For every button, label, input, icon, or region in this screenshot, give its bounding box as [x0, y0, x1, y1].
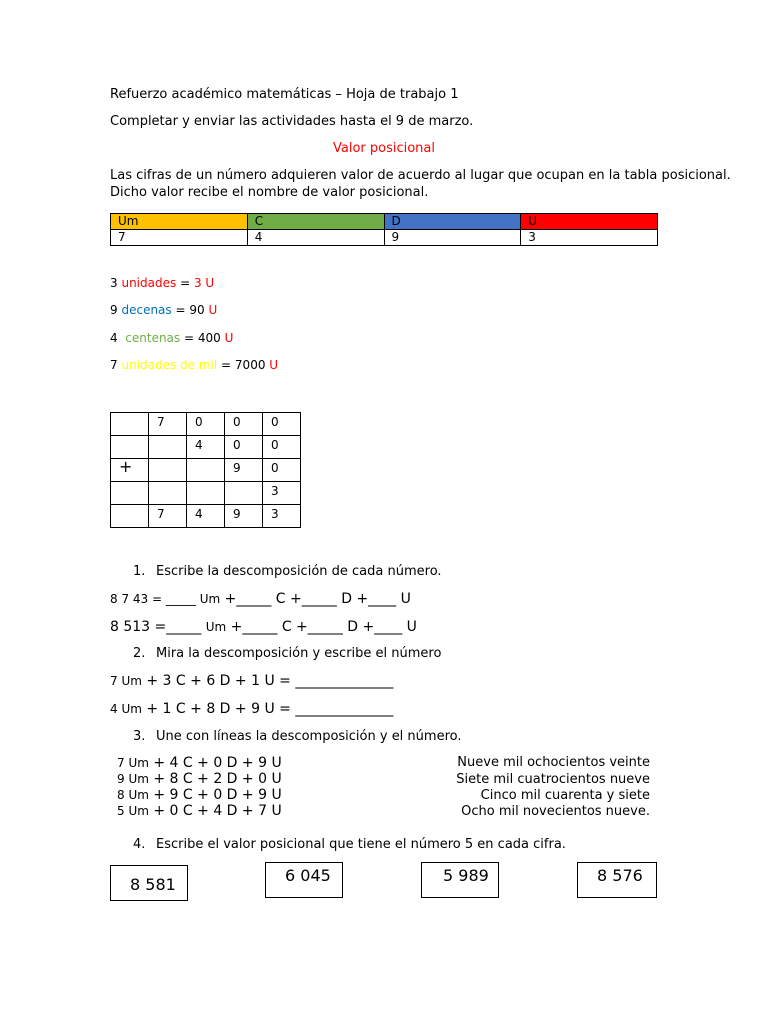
pv-result: U	[208, 303, 218, 317]
header-um: Um	[111, 214, 248, 230]
eq-blank: _____	[165, 592, 200, 606]
place-value-hundreds	[110, 331, 233, 345]
eq-unit: 8 Um	[117, 788, 149, 802]
exercise-2-text: Mira la descomposición y escribe el número	[156, 646, 442, 661]
exercise-2-line-1	[110, 673, 393, 689]
grid-cell: 0	[263, 413, 301, 436]
grid-cell	[187, 482, 225, 505]
grid-row	[111, 436, 301, 459]
intro-line-1: Las cifras de un número adquieren valor de acuerdo al lugar que ocupan en la tabla posicional.	[110, 168, 731, 183]
grid-cell: 7	[149, 413, 187, 436]
eq-number: 8 513 =	[110, 619, 167, 635]
decomposition-1	[117, 755, 282, 771]
eq-rest: +_____ C +_____ D +____ U	[226, 619, 417, 635]
section-title: Valor posicional	[332, 141, 435, 156]
exercise-2-number: 2.	[133, 646, 146, 661]
grid-cell	[225, 482, 263, 505]
exercise-1-text: Escribe la descomposición de cada número.	[156, 564, 442, 579]
positional-table	[110, 213, 658, 246]
addition-grid	[110, 412, 301, 528]
value-d: 9	[384, 230, 521, 246]
header-u: U	[521, 214, 658, 230]
pv-eq: = 90	[171, 303, 209, 317]
exercise-4-text: Escribe el valor posicional que tiene el número 5 en cada cifra.	[156, 837, 566, 852]
grid-cell: 3	[263, 505, 301, 528]
grid-cell	[111, 505, 149, 528]
number-box-value: 6 045	[285, 866, 331, 885]
worksheet-title: Refuerzo académico matemáticas – Hoja de trabajo 1	[110, 87, 459, 102]
pv-eq: = 7000	[217, 358, 270, 372]
eq-unit: Um	[199, 592, 221, 606]
exercise-3-number: 3.	[133, 729, 146, 744]
grid-cell: 7	[149, 505, 187, 528]
number-word-3: Cinco mil cuarenta y siete	[480, 788, 650, 803]
pv-number: 4	[110, 331, 118, 345]
number-box-value: 5 989	[443, 866, 489, 885]
number-box-3	[421, 862, 499, 898]
intro-line-2: Dicho valor recibe el nombre de valor posicional.	[110, 185, 429, 200]
decomposition-3	[117, 787, 282, 803]
grid-cell	[111, 436, 149, 459]
grid-cell	[111, 413, 149, 436]
eq-rest: + 8 C + 2 D + 0 U	[148, 771, 282, 787]
eq-unit: 4 Um	[110, 702, 142, 716]
grid-row	[111, 482, 301, 505]
grid-cell: 0	[187, 413, 225, 436]
header-d: D	[384, 214, 521, 230]
grid-cell: 0	[225, 436, 263, 459]
eq-rest: + 3 C + 6 D + 1 U = ______________	[141, 673, 394, 689]
eq-unit: 7 Um	[110, 674, 142, 688]
positional-table-values	[111, 230, 658, 246]
number-box-4	[577, 862, 657, 898]
grid-row	[111, 459, 301, 482]
grid-row	[111, 413, 301, 436]
positional-table-header	[111, 214, 658, 230]
number-word-4: Ocho mil novecientos nueve.	[461, 804, 650, 819]
exercise-1-number: 1.	[133, 564, 146, 579]
pv-unit: unidades de mil	[121, 358, 218, 372]
grid-cell: 0	[263, 436, 301, 459]
grid-cell	[187, 459, 225, 482]
header-c: C	[247, 214, 384, 230]
number-word-2: Siete mil cuatrocientos nueve	[456, 772, 650, 787]
pv-eq: = 400	[180, 331, 225, 345]
eq-unit: Um	[205, 620, 227, 634]
eq-rest: + 9 C + 0 D + 9 U	[148, 787, 282, 803]
pv-result: 3 U	[193, 276, 215, 290]
value-c: 4	[247, 230, 384, 246]
place-value-tens	[110, 303, 217, 317]
pv-unit: unidades	[121, 276, 177, 290]
grid-cell: 3	[263, 482, 301, 505]
exercise-3-text: Une con líneas la descomposición y el número.	[156, 729, 462, 744]
pv-number: 9	[110, 303, 118, 317]
pv-eq: =	[176, 276, 194, 290]
pv-number: 3	[110, 276, 118, 290]
number-word-1: Nueve mil ochocientos veinte	[457, 755, 650, 770]
grid-cell	[149, 482, 187, 505]
number-box-value: 8 576	[597, 866, 643, 885]
grid-row	[111, 505, 301, 528]
instruction-text: Completar y enviar las actividades hasta el 9 de marzo.	[110, 114, 474, 129]
eq-rest: +_____ C +_____ D +____ U	[220, 591, 411, 607]
pv-result: U	[224, 331, 234, 345]
eq-rest: + 4 C + 0 D + 9 U	[148, 755, 282, 771]
decomposition-2	[117, 771, 282, 787]
decomposition-4	[117, 803, 282, 819]
eq-rest: + 0 C + 4 D + 7 U	[148, 803, 282, 819]
pv-unit: centenas	[125, 331, 181, 345]
grid-cell	[149, 459, 187, 482]
grid-cell: 4	[187, 436, 225, 459]
eq-unit: 7 Um	[117, 756, 149, 770]
pv-unit: decenas	[121, 303, 172, 317]
number-box-1	[110, 865, 188, 901]
grid-cell: 4	[187, 505, 225, 528]
grid-cell: 0	[225, 413, 263, 436]
grid-cell: 0	[263, 459, 301, 482]
eq-unit: 9 Um	[117, 772, 149, 786]
eq-unit: 5 Um	[117, 804, 149, 818]
eq-number: 8 7 43 =	[110, 592, 166, 606]
number-box-2	[265, 862, 343, 898]
eq-rest: + 1 C + 8 D + 9 U = ______________	[141, 701, 394, 717]
exercise-1-line-1	[110, 591, 411, 607]
value-um: 7	[111, 230, 248, 246]
place-value-thousands	[110, 358, 278, 372]
eq-blank: _____	[166, 619, 206, 635]
grid-cell: 9	[225, 505, 263, 528]
exercise-4-number: 4.	[133, 837, 146, 852]
value-u: 3	[521, 230, 658, 246]
grid-cell	[149, 436, 187, 459]
pv-number: 7	[110, 358, 118, 372]
place-value-units	[110, 276, 214, 290]
plus-sign: +	[111, 459, 149, 482]
number-box-value: 8 581	[130, 875, 176, 894]
grid-cell	[111, 482, 149, 505]
pv-result: U	[269, 358, 279, 372]
exercise-2-line-2	[110, 701, 393, 717]
exercise-1-line-2	[110, 619, 417, 635]
grid-cell: 9	[225, 459, 263, 482]
